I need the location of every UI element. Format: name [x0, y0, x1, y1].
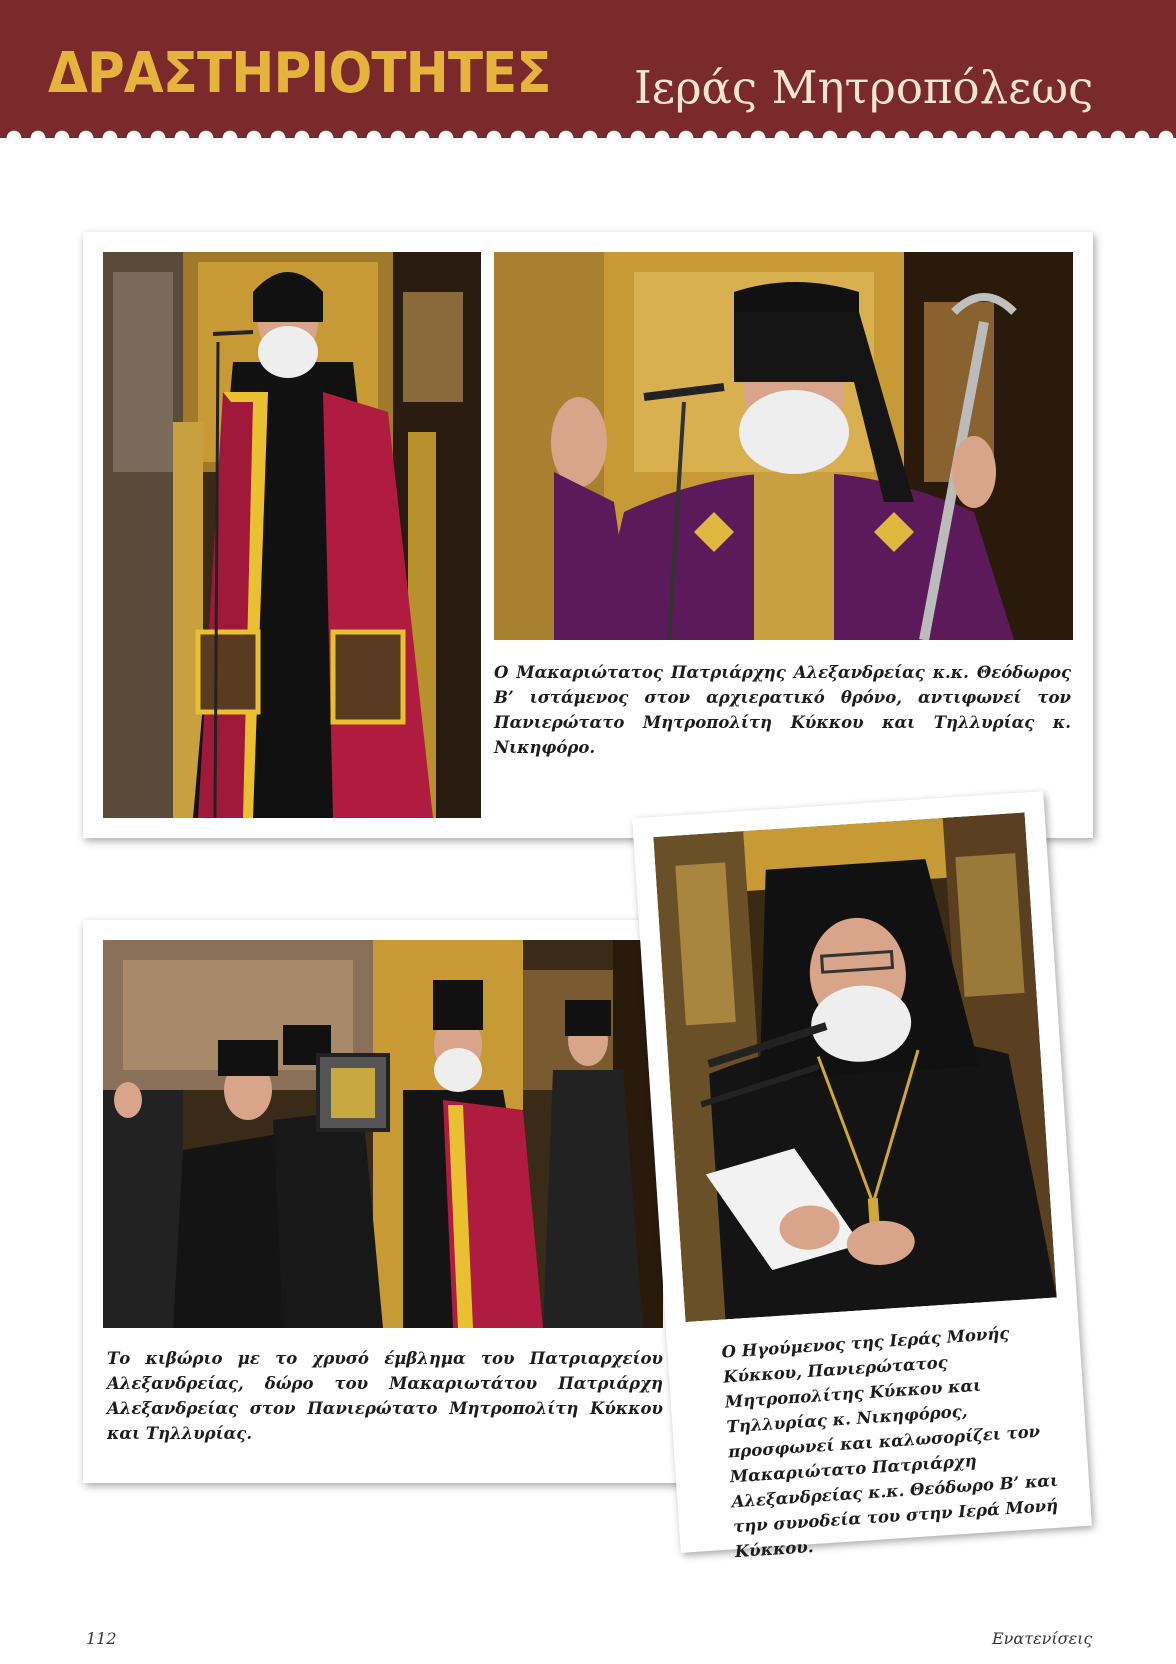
- section-title: ΔΡΑΣΤΗΡΙΟΤΗΤΕΣ: [48, 41, 551, 106]
- top-photo-card: [83, 232, 1093, 838]
- photo-patriarch-speaking: [494, 252, 1073, 640]
- page-number: 112: [86, 1629, 117, 1648]
- photo-patriarch-throne: [103, 252, 481, 818]
- magazine-name: Ενατενίσεις: [992, 1629, 1093, 1648]
- bottom-left-photo-card: [83, 920, 683, 1483]
- rotated-photo-card: [632, 791, 1092, 1562]
- caption-top: Ο Μακαριώτατος Πατριάρχης Αλεξανδρείας κ.κ. Θεόδωρος Β’ ιστάμενος στον αρχιερατικό θρόνο, αντιφωνεί τον Πανιερώτατο Μητροπολίτη Κύκκου και Τηλλυρίας κ. Νικηφόρο.: [494, 663, 1071, 757]
- header-dotted-border: [0, 126, 1176, 150]
- section-subtitle: Ιεράς Μητροπόλεως: [634, 61, 1094, 114]
- photo-kivorio-gift: [103, 940, 663, 1328]
- page-header: [0, 0, 1176, 138]
- caption-bottom-left: Το κιβώριο με το χρυσό έμβλημα του Πατριαρχείου Αλεξανδρείας, δώρο του Μακαριωτάτου Πατριάρχη Αλεξανδρείας στον Πανιερώτατο Μητροπολίτη Κύκκου και Τηλλυρίας.: [107, 1349, 663, 1443]
- photo-abbot-speaking: [653, 812, 1056, 1322]
- caption-rotated: Ο Ηγούμενος της Ιεράς Μονής Κύκκου, Πανιερώτατος Μητροπολίτης Κύκκου και Τηλλυρίας κ. Νικηφόρος, προσφωνεί και καλωσορίζει τον Μακαριώτατο Πατριάρχη Αλεξανδρείας κ.κ. Θεόδωρο Β’ και την συνοδεία του στην Ιερά Μονή Κύκκου.: [721, 1323, 1059, 1562]
